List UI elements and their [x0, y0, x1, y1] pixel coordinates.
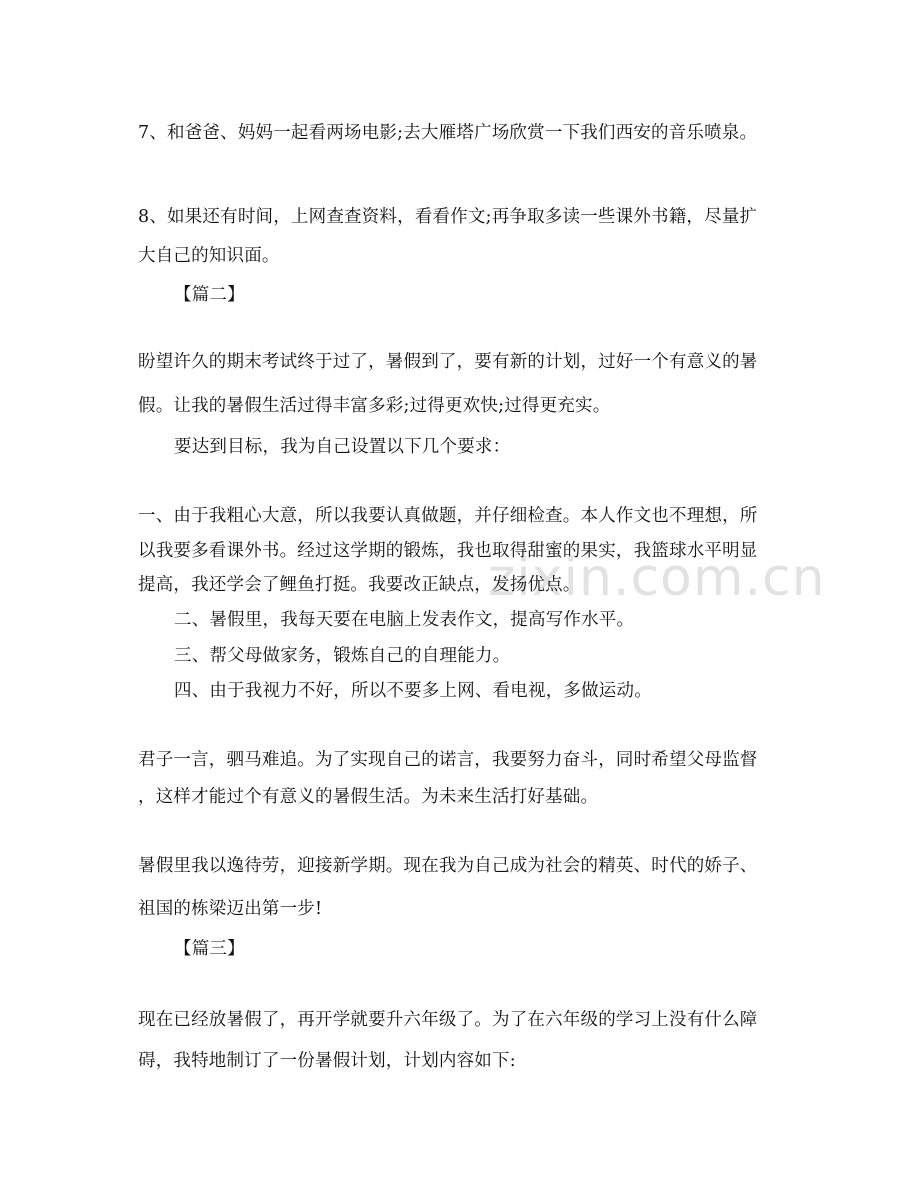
paragraph-plan-line-2: 碍，我特地制订了一份暑假计划，计划内容如下: — [138, 1051, 516, 1071]
paragraph-promise-line-1: 君子一言，驷马难追。为了实现自己的诺言，我要努力奋斗，同时希望父母监督 — [138, 750, 758, 770]
section-heading-2: 【篇二】 — [174, 285, 245, 305]
paragraph-goals: 要达到目标，我为自己设置以下几个要求： — [174, 437, 511, 457]
paragraph-promise-line-2: ，这样才能过个有意义的暑假生活。为未来生活打好基础。 — [138, 787, 599, 807]
requirement-1-line-2: 以我要多看课外书。经过这学期的锻炼，我也取得甜蜜的果实，我篮球水平明显 — [138, 541, 758, 561]
paragraph-item-8-line-1: 8、如果还有时间，上网查查资料，看看作文;再争取多读一些课外书籍，尽量扩 — [138, 207, 758, 227]
paragraph-intro-line-2: 假。让我的暑假生活过得丰富多彩;过得更欢快;过得更充实。 — [138, 396, 611, 416]
requirement-1-line-3: 提高，我还学会了鲤鱼打挺。我要改正缺点，发扬优点。 — [138, 575, 581, 595]
paragraph-item-7: 7、和爸爸、妈妈一起看两场电影;去大雁塔广场欣赏一下我们西安的音乐喷泉。 — [138, 123, 758, 143]
section-heading-3: 【篇三】 — [174, 939, 245, 959]
requirement-1-line-1: 一、由于我粗心大意，所以我要认真做题，并仔细检查。本人作文也不理想，所 — [138, 506, 758, 526]
requirement-3: 三、帮父母做家务，锻炼自己的自理能力。 — [174, 646, 511, 666]
requirement-2: 二、暑假里，我每天要在电脑上发表作文，提高写作水平。 — [174, 610, 635, 630]
requirement-4: 四、由于我视力不好，所以不要多上网、看电视，多做运动。 — [174, 681, 652, 701]
watermark: zixin.com.cn — [488, 548, 826, 608]
paragraph-new-term-line-1: 暑假里我以逸待劳，迎接新学期。现在我为自己成为社会的精英、时代的娇子、 — [138, 856, 758, 876]
paragraph-intro-line-1: 盼望许久的期末考试终于过了，暑假到了，要有新的计划，过好一个有意义的暑 — [138, 352, 758, 372]
paragraph-new-term-line-2: 祖国的栋梁迈出第一步! — [138, 899, 323, 919]
paragraph-plan-line-1: 现在已经放暑假了，再开学就要升六年级了。为了在六年级的学习上没有什么障 — [138, 1010, 758, 1030]
paragraph-item-8-line-2: 大自己的知识面。 — [138, 246, 280, 266]
